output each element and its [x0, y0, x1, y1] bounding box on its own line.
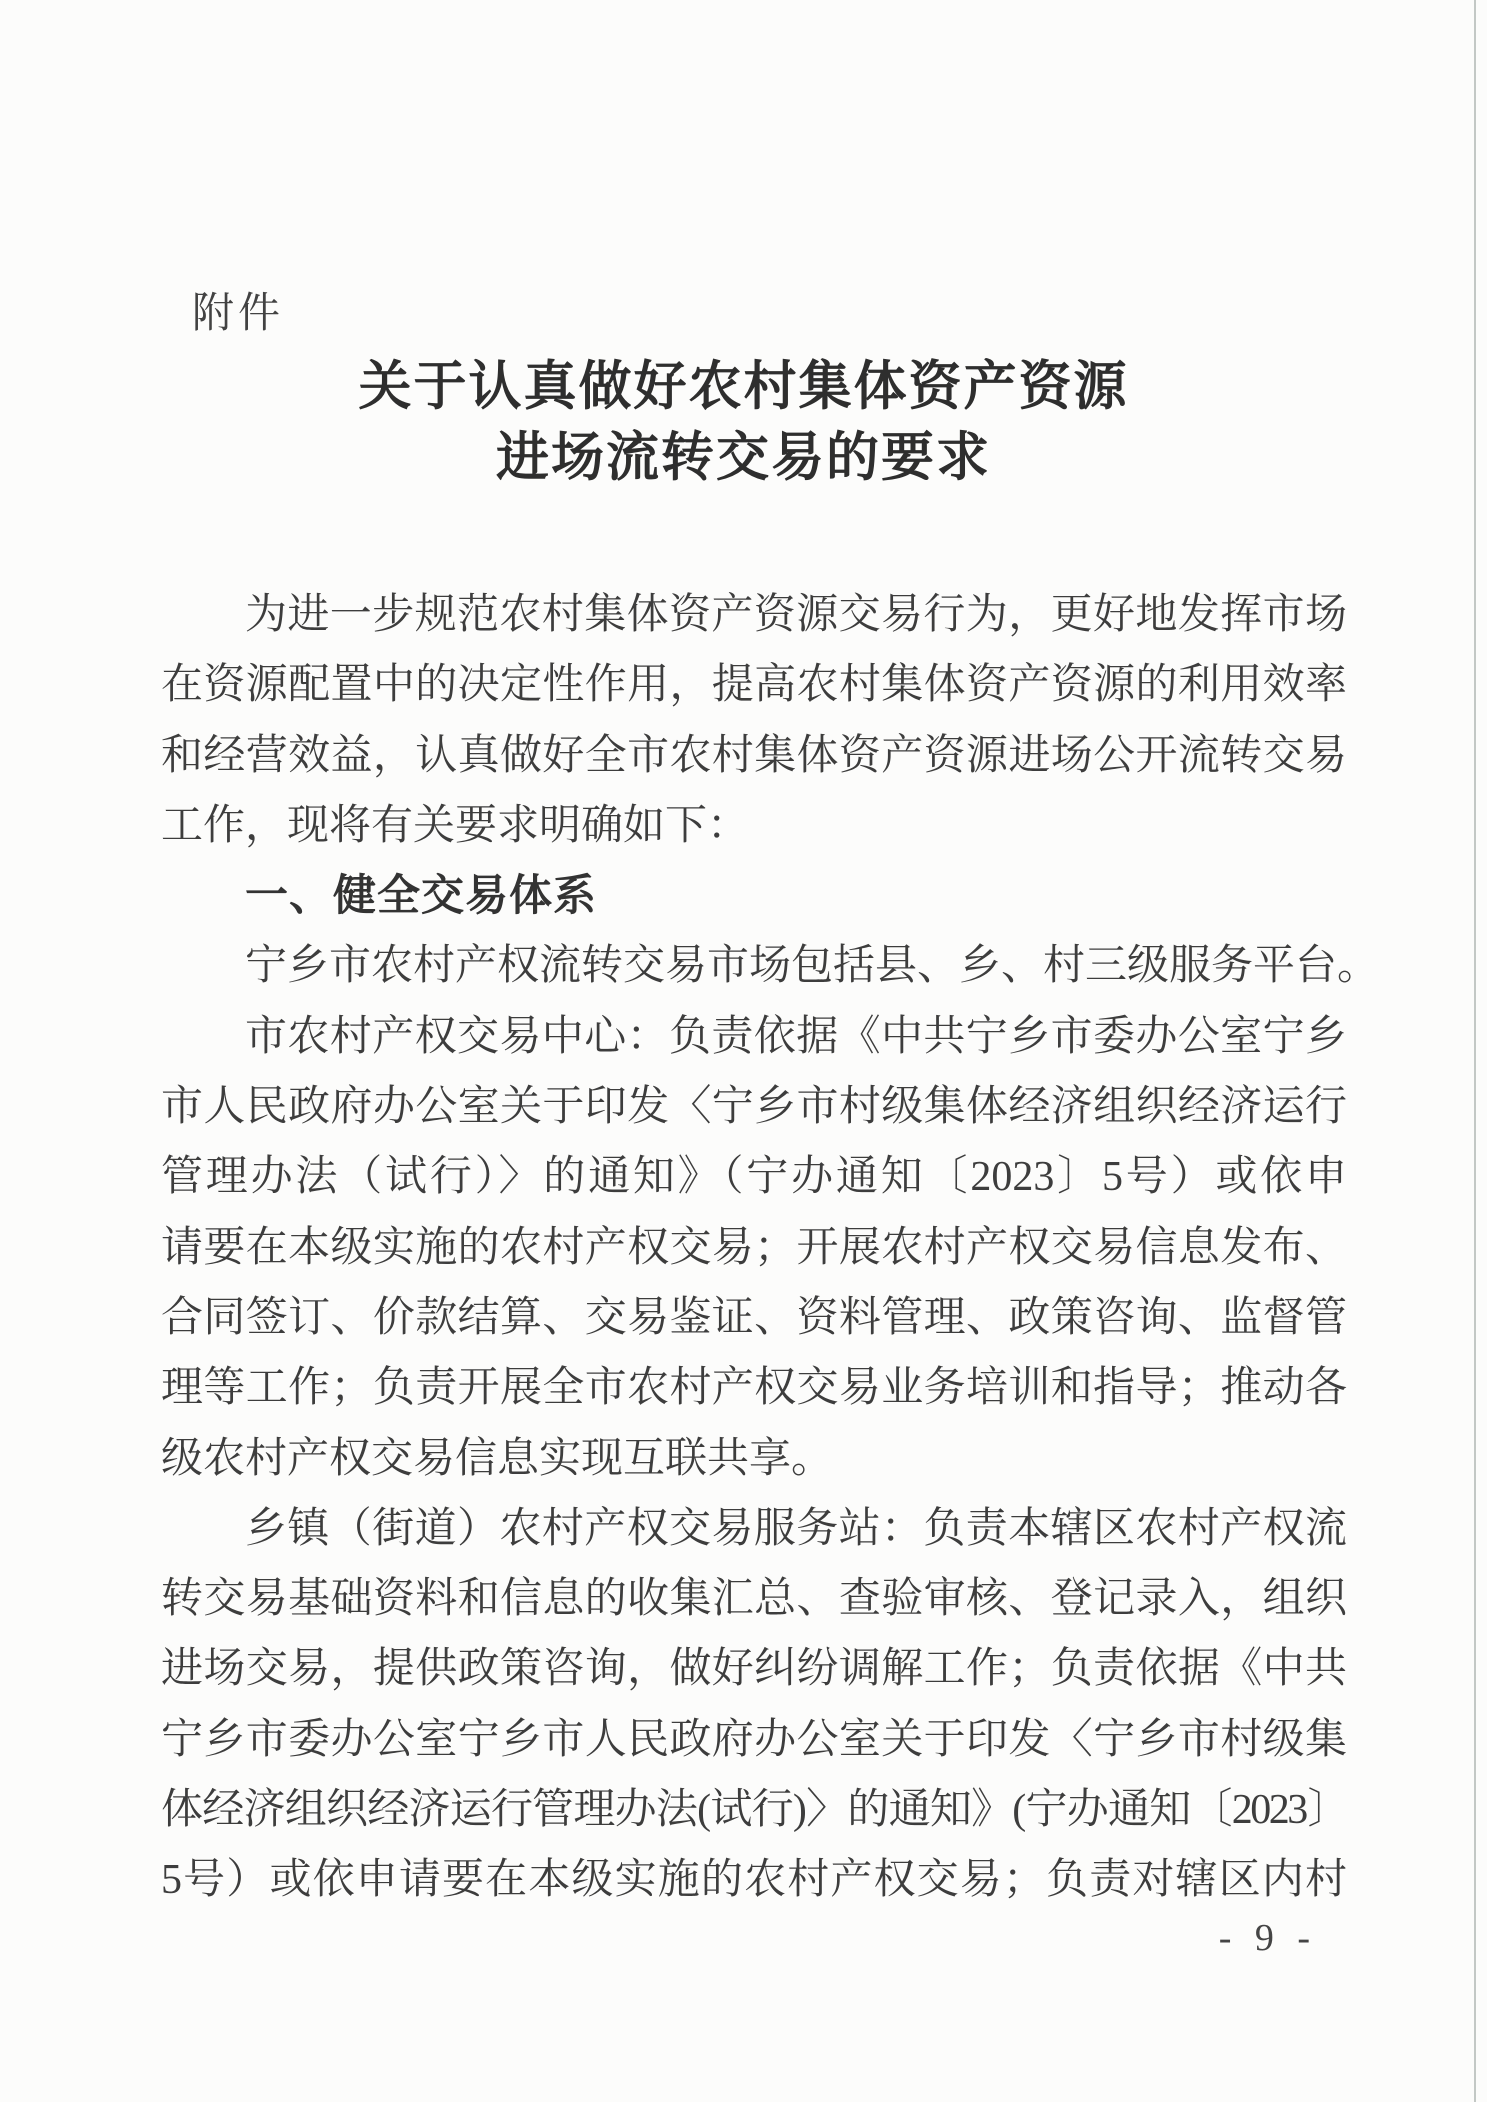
text-line: 宁乡市委办公室宁乡市人民政府办公室关于印发〈宁乡市村级集: [161, 1716, 1347, 1763]
text-line: 市农村产权交易中心：负责依据《中共宁乡市委办公室宁乡: [245, 1013, 1347, 1060]
text-line: 合同签订、价款结算、交易鉴证、资料管理、政策咨询、监督管: [161, 1294, 1347, 1341]
text-line: 市人民政府办公室关于印发〈宁乡市村级集体经济组织经济运行: [161, 1084, 1347, 1131]
scan-edge-artifact: [1474, 0, 1476, 2102]
text-line: 体经济组织经济运行管理办法(试行)〉的通知》(宁办通知〔2023〕: [161, 1787, 1347, 1834]
document-title: [0, 352, 1487, 494]
text-line: 级农村产权交易信息实现互联共享。: [161, 1435, 834, 1482]
page-number: - 9 -: [1218, 1917, 1317, 1959]
text-line: 进场交易，提供政策咨询，做好纠纷调解工作；负责依据《中共: [161, 1646, 1347, 1693]
text-line: 管理办法（试行）〉的通知》（宁办通知〔2023〕5号）或依申: [161, 1154, 1347, 1201]
text-line: 请要在本级实施的农村产权交易；开展农村产权交易信息发布、: [161, 1224, 1347, 1271]
text-line: 在资源配置中的决定性作用，提高农村集体资产资源的利用效率: [161, 662, 1347, 709]
text-line: 为进一步规范农村集体资产资源交易行为，更好地发挥市场: [245, 592, 1347, 638]
text-line: 转交易基础资料和信息的收集汇总、查验审核、登记录入，组织: [161, 1576, 1347, 1623]
text-line: 乡镇（街道）农村产权交易服务站：负责本辖区农村产权流: [245, 1505, 1347, 1552]
document-body: [161, 580, 1380, 1916]
document-title-line-2: 进场流转交易的要求: [496, 429, 991, 487]
text-line: 工作，现将有关要求明确如下：: [161, 802, 750, 849]
section-heading: 一、健全交易体系: [245, 872, 597, 921]
text-line: 5号）或依申请要在本级实施的农村产权交易；负责对辖区内村: [161, 1857, 1347, 1904]
text-line: 理等工作；负责开展全市农村产权交易业务培训和指导；推动各: [161, 1365, 1347, 1412]
document-title-line-1: 关于认真做好农村集体资产资源: [358, 358, 1129, 416]
text-line: 和经营效益，认真做好全市农村集体资产资源进场公开流转交易: [161, 732, 1347, 779]
text-line: 宁乡市农村产权流转交易市场包括县、乡、村三级服务平台。: [245, 943, 1380, 990]
attachment-label: 附件: [192, 291, 285, 337]
